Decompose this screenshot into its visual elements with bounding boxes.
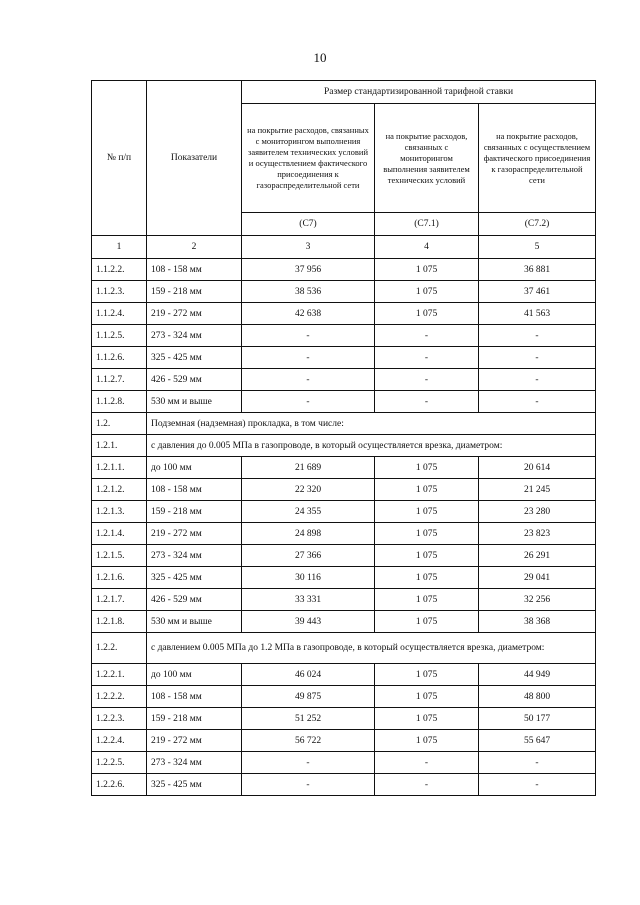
cell-c7: 46 024 — [242, 664, 375, 686]
row-number: 1.1.2.5. — [92, 325, 147, 347]
row-indicator: 325 - 425 мм — [147, 774, 242, 796]
cell-c71: - — [375, 347, 479, 369]
cell-c72: 55 647 — [479, 730, 596, 752]
cell-c72: 41 563 — [479, 303, 596, 325]
row-indicator: 219 - 272 мм — [147, 523, 242, 545]
cell-c72: 21 245 — [479, 479, 596, 501]
table-row — [92, 457, 596, 479]
cell-c72: 29 041 — [479, 567, 596, 589]
row-indicator: 530 мм и выше — [147, 391, 242, 413]
cell-c7: 30 116 — [242, 567, 375, 589]
section-row — [92, 633, 596, 664]
column-index: 4 — [375, 236, 479, 259]
table-row — [92, 501, 596, 523]
row-number: 1.1.2.7. — [92, 369, 147, 391]
row-number: 1.2.1.4. — [92, 523, 147, 545]
cell-c7: 51 252 — [242, 708, 375, 730]
cell-c72: - — [479, 391, 596, 413]
column-index: 2 — [147, 236, 242, 259]
cell-c7: 33 331 — [242, 589, 375, 611]
row-indicator: до 100 мм — [147, 457, 242, 479]
cell-c71: 1 075 — [375, 523, 479, 545]
row-number: 1.2.2.2. — [92, 686, 147, 708]
cell-c72: 23 823 — [479, 523, 596, 545]
table-row — [92, 730, 596, 752]
cell-c72: 26 291 — [479, 545, 596, 567]
column-index: 1 — [92, 236, 147, 259]
table-row — [92, 664, 596, 686]
row-number: 1.2.2.6. — [92, 774, 147, 796]
cell-c72: - — [479, 369, 596, 391]
cell-c7: - — [242, 752, 375, 774]
table-row — [92, 347, 596, 369]
row-indicator: до 100 мм — [147, 664, 242, 686]
row-number: 1.2.1.5. — [92, 545, 147, 567]
row-number: 1.2.2.1. — [92, 664, 147, 686]
cell-c71: 1 075 — [375, 611, 479, 633]
row-number: 1.2.2.5. — [92, 752, 147, 774]
cell-c72: 23 280 — [479, 501, 596, 523]
cell-c7: - — [242, 347, 375, 369]
cell-c72: 48 800 — [479, 686, 596, 708]
row-number: 1.2.1.7. — [92, 589, 147, 611]
cell-c7: 21 689 — [242, 457, 375, 479]
row-indicator: 219 - 272 мм — [147, 303, 242, 325]
header-c71-desc: на покрытие расходов, связанных с мониторингом выполнения заявителем технических условий — [375, 104, 479, 213]
row-indicator: 219 - 272 мм — [147, 730, 242, 752]
row-number: 1.2.2.3. — [92, 708, 147, 730]
table-row — [92, 545, 596, 567]
cell-c71: 1 075 — [375, 303, 479, 325]
cell-c72: 20 614 — [479, 457, 596, 479]
table-row — [92, 567, 596, 589]
row-indicator: 159 - 218 мм — [147, 501, 242, 523]
row-number: 1.2.1. — [92, 435, 147, 457]
section-row — [92, 435, 596, 457]
page-number: 10 — [313, 50, 327, 65]
row-indicator: 108 - 158 мм — [147, 686, 242, 708]
cell-c71: 1 075 — [375, 281, 479, 303]
row-indicator: 108 - 158 мм — [147, 259, 242, 281]
cell-c7: 37 956 — [242, 259, 375, 281]
table-row — [92, 686, 596, 708]
section-title: с давления до 0.005 МПа в газопроводе, в который осуществляется врезка, диаметром: — [147, 435, 596, 457]
cell-c71: 1 075 — [375, 708, 479, 730]
row-number: 1.1.2.4. — [92, 303, 147, 325]
row-number: 1.2.1.6. — [92, 567, 147, 589]
table-row — [92, 589, 596, 611]
row-number: 1.2.2.4. — [92, 730, 147, 752]
cell-c71: 1 075 — [375, 686, 479, 708]
cell-c7: - — [242, 325, 375, 347]
cell-c71: 1 075 — [375, 457, 479, 479]
cell-c7: 56 722 — [242, 730, 375, 752]
column-index: 3 — [242, 236, 375, 259]
header-c72-code: (C7.2) — [479, 213, 596, 236]
row-number: 1.2. — [92, 413, 147, 435]
cell-c72: - — [479, 774, 596, 796]
table-row — [92, 611, 596, 633]
row-number: 1.1.2.6. — [92, 347, 147, 369]
row-indicator: 273 - 324 мм — [147, 325, 242, 347]
table-row — [92, 479, 596, 501]
table-row — [92, 708, 596, 730]
row-indicator: 159 - 218 мм — [147, 281, 242, 303]
table-row — [92, 774, 596, 796]
table-row — [92, 391, 596, 413]
cell-c71: 1 075 — [375, 545, 479, 567]
row-indicator: 426 - 529 мм — [147, 589, 242, 611]
cell-c71: 1 075 — [375, 501, 479, 523]
cell-c71: 1 075 — [375, 259, 479, 281]
cell-c72: 37 461 — [479, 281, 596, 303]
row-indicator: 273 - 324 мм — [147, 752, 242, 774]
cell-c71: - — [375, 774, 479, 796]
table-row — [92, 369, 596, 391]
cell-c71: - — [375, 369, 479, 391]
cell-c7: 24 898 — [242, 523, 375, 545]
header-indicator: Показатели — [147, 81, 242, 236]
table-row — [92, 752, 596, 774]
row-number: 1.2.1.8. — [92, 611, 147, 633]
table-row — [92, 281, 596, 303]
cell-c72: 38 368 — [479, 611, 596, 633]
cell-c71: 1 075 — [375, 730, 479, 752]
cell-c72: - — [479, 347, 596, 369]
row-indicator: 325 - 425 мм — [147, 347, 242, 369]
cell-c7: 49 875 — [242, 686, 375, 708]
cell-c7: - — [242, 391, 375, 413]
cell-c7: 22 320 — [242, 479, 375, 501]
header-num: № п/п — [92, 81, 147, 236]
table-row — [92, 259, 596, 281]
cell-c72: - — [479, 752, 596, 774]
cell-c71: - — [375, 391, 479, 413]
cell-c71: 1 075 — [375, 479, 479, 501]
cell-c7: - — [242, 369, 375, 391]
header-c72-desc: на покрытие расходов, связанных с осуществлением фактического присоединения к газораспределительной сети — [479, 104, 596, 213]
row-number: 1.1.2.2. — [92, 259, 147, 281]
section-row — [92, 413, 596, 435]
table-row — [92, 325, 596, 347]
cell-c72: 32 256 — [479, 589, 596, 611]
row-indicator: 530 мм и выше — [147, 611, 242, 633]
cell-c71: - — [375, 752, 479, 774]
cell-c72: 44 949 — [479, 664, 596, 686]
cell-c7: 42 638 — [242, 303, 375, 325]
cell-c71: 1 075 — [375, 664, 479, 686]
row-indicator: 108 - 158 мм — [147, 479, 242, 501]
cell-c7: 38 536 — [242, 281, 375, 303]
row-number: 1.2.2. — [92, 633, 147, 664]
cell-c71: - — [375, 325, 479, 347]
row-number: 1.1.2.8. — [92, 391, 147, 413]
cell-c7: 27 366 — [242, 545, 375, 567]
header-c71-code: (C7.1) — [375, 213, 479, 236]
section-title: с давлением 0.005 МПа до 1.2 МПа в газопроводе, в который осуществляется врезка, диаметром: — [147, 633, 596, 664]
header-rate-group: Размер стандартизированной тарифной ставки — [242, 81, 596, 104]
cell-c72: 50 177 — [479, 708, 596, 730]
table-body — [92, 259, 596, 796]
header-c7-code: (C7) — [242, 213, 375, 236]
row-indicator: 426 - 529 мм — [147, 369, 242, 391]
row-indicator: 273 - 324 мм — [147, 545, 242, 567]
column-index: 5 — [479, 236, 596, 259]
row-number: 1.2.1.1. — [92, 457, 147, 479]
cell-c71: 1 075 — [375, 589, 479, 611]
cell-c7: 39 443 — [242, 611, 375, 633]
row-number: 1.2.1.3. — [92, 501, 147, 523]
row-number: 1.2.1.2. — [92, 479, 147, 501]
table-row — [92, 523, 596, 545]
table-row — [92, 303, 596, 325]
section-title: Подземная (надземная) прокладка, в том числе: — [147, 413, 596, 435]
header-c7-desc: на покрытие расходов, связанных с мониторингом выполнения заявителем технических условий и осуществлением фактического присоединения к газораспределительной сети — [242, 104, 375, 213]
row-indicator: 325 - 425 мм — [147, 567, 242, 589]
cell-c72: - — [479, 325, 596, 347]
column-index-row — [92, 236, 596, 259]
cell-c71: 1 075 — [375, 567, 479, 589]
cell-c72: 36 881 — [479, 259, 596, 281]
cell-c7: 24 355 — [242, 501, 375, 523]
row-indicator: 159 - 218 мм — [147, 708, 242, 730]
cell-c7: - — [242, 774, 375, 796]
tariff-table — [91, 80, 596, 796]
row-number: 1.1.2.3. — [92, 281, 147, 303]
